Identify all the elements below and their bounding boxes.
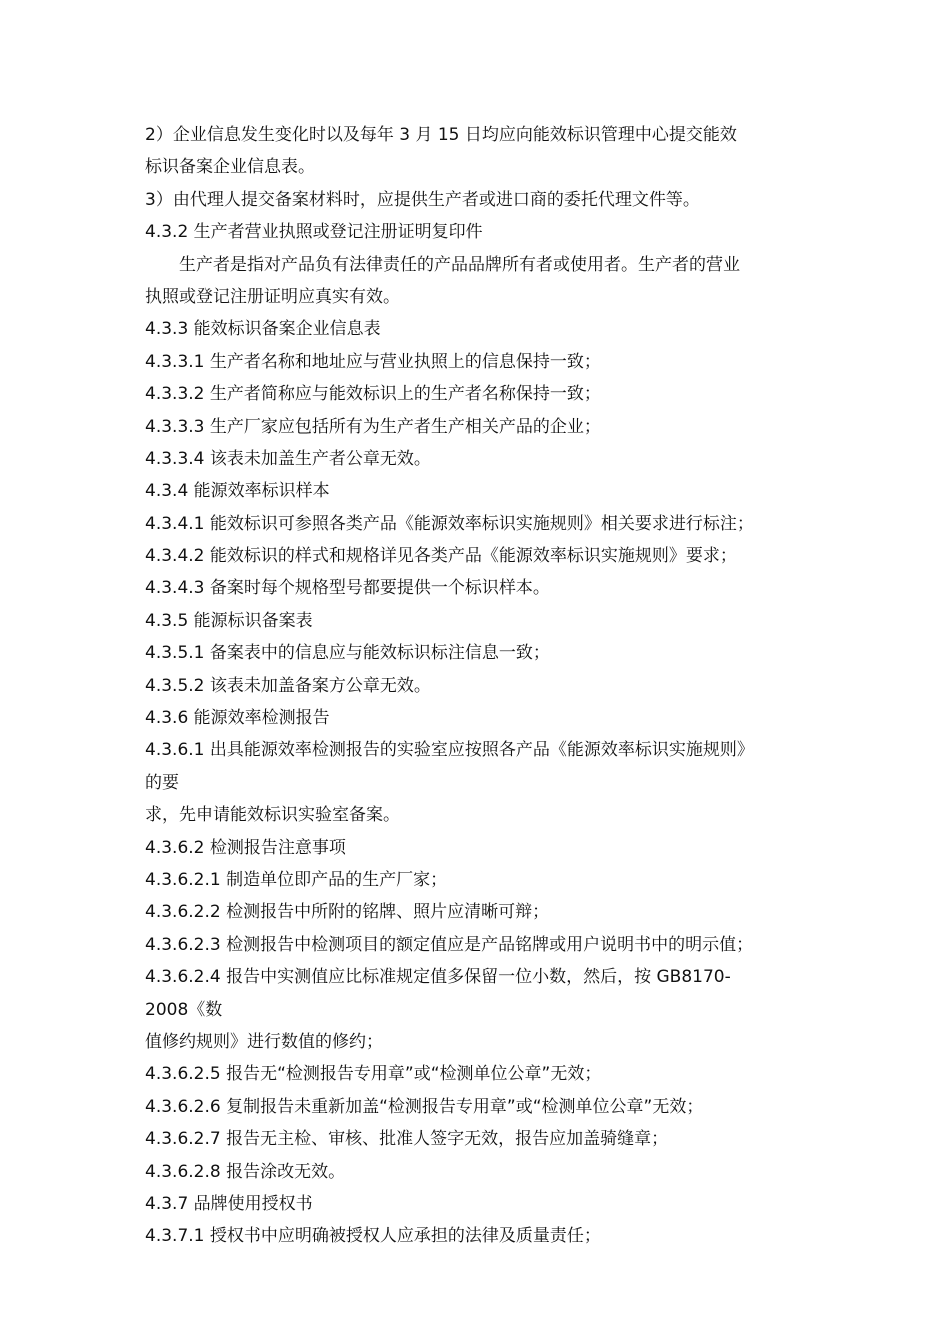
- text-line: 4.3.6.2.1 制造单位即产品的生产厂家；: [145, 869, 448, 890]
- text-line: 4.3.4 能源效率标识样本: [145, 481, 330, 502]
- text-line: 3）由代理人提交备案材料时，应提供生产者或进口商的委托代理文件等。: [145, 189, 700, 210]
- text-line: 4.3.6.2.8 报告涂改无效。: [145, 1161, 346, 1182]
- text-line: 2008《数: [145, 999, 223, 1020]
- text-line: 4.3.4.3 备案时每个规格型号都要提供一个标识样本。: [145, 578, 550, 599]
- text-line: 标识备案企业信息表。: [145, 157, 315, 178]
- text-line: 4.3.3.2 生产者简称应与能效标识上的生产者名称保持一致；: [145, 384, 601, 405]
- text-line: 4.3.3.1 生产者名称和地址应与营业执照上的信息保持一致；: [145, 351, 601, 372]
- text-line: 4.3.3.3 生产厂家应包括所有为生产者生产相关产品的企业；: [145, 416, 601, 437]
- text-line: 4.3.6.2 检测报告注意事项: [145, 837, 346, 858]
- text-line: 4.3.4.2 能效标识的样式和规格详见各类产品《能源效率标识实施规则》要求；: [145, 546, 737, 567]
- text-line: 4.3.6.2.2 检测报告中所附的铭牌、照片应清晰可辩；: [145, 902, 550, 923]
- text-line: 4.3.3.4 该表未加盖生产者公章无效。: [145, 448, 431, 469]
- text-line: 的要: [145, 772, 179, 793]
- text-line: 求，先申请能效标识实验室备案。: [145, 805, 400, 826]
- text-line: 4.3.5.1 备案表中的信息应与能效标识标注信息一致；: [145, 643, 550, 664]
- text-line: 生产者是指对产品负有法律责任的产品品牌所有者或使用者。生产者的营业: [179, 254, 740, 275]
- text-line: 2）企业信息发生变化时以及每年 3 月 15 日均应向能效标识管理中心提交能效: [145, 125, 737, 145]
- text-line: 4.3.4.1 能效标识可参照各类产品《能源效率标识实施规则》相关要求进行标注；: [145, 513, 754, 534]
- text-line: 4.3.6.2.7 报告无主检、审核、批准人签字无效，报告应加盖骑缝章；: [145, 1129, 669, 1150]
- text-line: 4.3.6 能源效率检测报告: [145, 708, 330, 729]
- text-line: 4.3.6.2.4 报告中实测值应比标准规定值多保留一位小数，然后，按 GB8170-: [145, 967, 731, 988]
- text-line: 4.3.6.1 出具能源效率检测报告的实验室应按照各产品《能源效率标识实施规则》: [145, 740, 754, 761]
- text-line: 4.3.6.2.3 检测报告中检测项目的额定值应是产品铭牌或用户说明书中的明示值；: [145, 934, 754, 955]
- text-line: 4.3.7 品牌使用授权书: [145, 1193, 313, 1214]
- text-line: 4.3.5 能源标识备案表: [145, 610, 313, 631]
- text-line: 4.3.5.2 该表未加盖备案方公章无效。: [145, 675, 431, 696]
- text-line: 4.3.6.2.5 报告无“检测报告专用章”或“检测单位公章”无效；: [145, 1064, 602, 1085]
- document-body: [145, 119, 817, 1253]
- text-line: 执照或登记注册证明应真实有效。: [145, 286, 400, 307]
- text-line: 4.3.6.2.6 复制报告未重新加盖“检测报告专用章”或“检测单位公章”无效；: [145, 1096, 704, 1117]
- text-line: 值修约规则》进行数值的修约；: [145, 1031, 383, 1052]
- text-line: 4.3.2 生产者营业执照或登记注册证明复印件: [145, 222, 483, 243]
- text-line: 4.3.3 能效标识备案企业信息表: [145, 319, 381, 340]
- text-line: 4.3.7.1 授权书中应明确被授权人应承担的法律及质量责任；: [145, 1226, 601, 1247]
